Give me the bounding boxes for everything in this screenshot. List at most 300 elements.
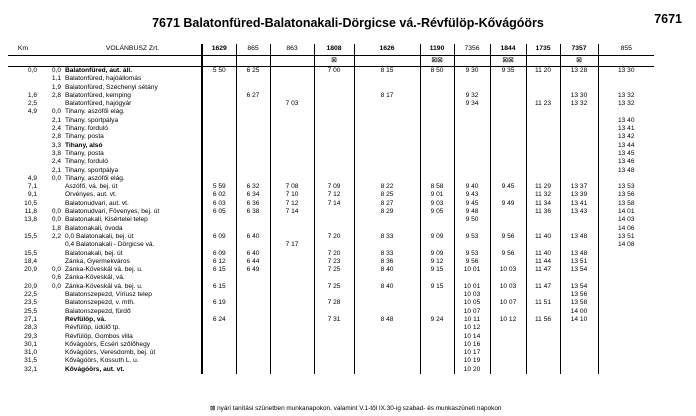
departure-time: 6 27: [236, 92, 270, 100]
station-name: Balatonfüred, aut. áll.: [65, 67, 133, 74]
departure-time: [202, 84, 236, 92]
departure-time: 6 40: [236, 233, 270, 241]
departure-time: [270, 158, 314, 166]
departure-time: 13 41: [560, 200, 598, 208]
station-name: Tihany, aszófői elág.: [65, 108, 125, 116]
train-symbol: [202, 56, 236, 67]
departure-time: [354, 308, 420, 316]
departure-time: [236, 299, 270, 307]
table-row: [8, 158, 654, 166]
departure-time: 10 17: [454, 349, 490, 357]
table-row: [8, 349, 654, 357]
km-main: 1,6: [27, 91, 37, 99]
departure-time: [270, 75, 314, 83]
departure-time: [236, 150, 270, 158]
departure-time: [314, 175, 354, 183]
departure-time: 10 01: [454, 266, 490, 274]
departure-time: [454, 75, 490, 83]
departure-time: 6 12: [202, 258, 236, 266]
departure-time: [202, 349, 236, 357]
station-name: Révfülöp, üdülő tp.: [65, 324, 120, 332]
departure-time: [560, 341, 598, 349]
operator-header: VOLÁNBUSZ Zrt.: [62, 44, 202, 56]
table-row: [8, 324, 654, 332]
departure-time: 7 20: [314, 233, 354, 241]
departure-time: [454, 142, 490, 150]
departure-time: 9 15: [420, 283, 454, 291]
departure-time: [354, 142, 420, 150]
departure-time: 13 48: [598, 167, 654, 175]
departure-time: [560, 108, 598, 116]
departure-time: 7 12: [314, 191, 354, 199]
departure-time: [202, 167, 236, 175]
table-row: [8, 75, 654, 83]
km-branch: [38, 357, 62, 365]
departure-time: [236, 117, 270, 125]
departure-time: [420, 100, 454, 108]
departure-time: [314, 117, 354, 125]
table-row: [8, 208, 654, 216]
departure-time: 11 34: [526, 200, 560, 208]
km-main: [8, 133, 38, 141]
departure-time: 8 50: [420, 67, 454, 76]
departure-time: 7 28: [314, 299, 354, 307]
station-name: Zánka, Gyermekváros: [65, 257, 130, 265]
departure-time: [314, 133, 354, 141]
departure-time: [526, 92, 560, 100]
station-name: Balatonakali, bej. út: [65, 249, 123, 257]
departure-time: 9 45: [454, 200, 490, 208]
departure-time: [490, 84, 526, 92]
table-row: [8, 316, 654, 324]
departure-time: 6 36: [236, 200, 270, 208]
station-name: Révfülöp, Gombos villa: [65, 332, 133, 340]
table-row: [8, 308, 654, 316]
departure-time: 11 23: [526, 100, 560, 108]
departure-time: 9 56: [490, 233, 526, 241]
station-name: Tihany, sportpálya: [65, 166, 119, 174]
departure-time: [202, 175, 236, 183]
departure-time: [236, 84, 270, 92]
departure-time: 13 51: [598, 233, 654, 241]
departure-time: [420, 117, 454, 125]
departure-time: [270, 283, 314, 291]
table-row: [8, 291, 654, 299]
departure-time: [490, 158, 526, 166]
departure-time: [560, 241, 598, 249]
departure-time: [420, 92, 454, 100]
departure-time: [354, 75, 420, 83]
station-name: Zánka-Köveskál vá. bej. u.: [65, 282, 143, 290]
departure-time: 13 45: [598, 150, 654, 158]
departure-time: 9 43: [454, 191, 490, 199]
departure-time: [454, 117, 490, 125]
departure-time: 14 08: [598, 241, 654, 249]
departure-time: [202, 108, 236, 116]
station-name: Balatonszepezd, Víriusz telep: [65, 291, 152, 299]
departure-time: 9 05: [420, 208, 454, 216]
departure-time: [526, 117, 560, 125]
departure-time: 10 03: [454, 291, 490, 299]
departure-time: 10 14: [454, 333, 490, 341]
departure-time: 10 12: [454, 324, 490, 332]
departure-time: [490, 75, 526, 83]
departure-time: [420, 241, 454, 249]
departure-time: [420, 125, 454, 133]
train-number: 7357: [560, 44, 598, 56]
departure-time: 6 38: [236, 208, 270, 216]
departure-time: [236, 241, 270, 249]
departure-time: [236, 333, 270, 341]
departure-time: [270, 274, 314, 282]
km-main: 11,8: [24, 208, 37, 216]
km-branch: [38, 333, 62, 341]
departure-time: [454, 274, 490, 282]
departure-time: 7 31: [314, 316, 354, 324]
km-branch: [38, 200, 62, 208]
departure-time: 9 48: [454, 208, 490, 216]
departure-time: [236, 75, 270, 83]
departure-time: [420, 225, 454, 233]
departure-time: 9 09: [420, 233, 454, 241]
km-branch: [38, 349, 62, 357]
departure-time: [420, 167, 454, 175]
departure-time: [202, 216, 236, 224]
km-branch: 3,8: [51, 149, 61, 157]
km-main: 20,9: [24, 282, 37, 290]
departure-time: [526, 274, 560, 282]
departure-time: [526, 175, 560, 183]
station-name: Balatonszepezd, v. mth.: [65, 299, 135, 307]
departure-time: 6 09: [202, 250, 236, 258]
page-title: 7671 Balatonfüred-Balatonakali-Dörgicse vá.-Révfülöp-Kővágóörs: [152, 16, 544, 30]
table-row: [8, 341, 654, 349]
table-row: [8, 191, 654, 199]
table-row: [8, 108, 654, 116]
departure-time: [490, 191, 526, 199]
departure-time: [202, 150, 236, 158]
departure-time: [526, 158, 560, 166]
departure-time: [560, 167, 598, 175]
departure-time: [560, 150, 598, 158]
station-name: Tihany, sportpálya: [65, 116, 119, 124]
departure-time: [454, 241, 490, 249]
station-name: Tihany, alsó: [65, 141, 103, 149]
departure-time: [270, 258, 314, 266]
departure-time: 9 56: [454, 258, 490, 266]
departure-time: [598, 357, 654, 365]
departure-time: 10 19: [454, 357, 490, 365]
route-number: 7671: [654, 12, 682, 26]
departure-time: [526, 133, 560, 141]
departure-time: [454, 84, 490, 92]
departure-time: 14 01: [598, 208, 654, 216]
km-branch: [38, 308, 62, 316]
departure-time: 9 03: [420, 200, 454, 208]
departure-time: [236, 133, 270, 141]
departure-time: 9 50: [454, 216, 490, 224]
table-row: [8, 117, 654, 125]
departure-time: 6 15: [202, 283, 236, 291]
departure-time: 9 12: [420, 258, 454, 266]
departure-time: 5 59: [202, 183, 236, 191]
departure-time: [236, 100, 270, 108]
departure-time: [420, 324, 454, 332]
departure-time: [560, 357, 598, 365]
departure-time: [314, 324, 354, 332]
departure-time: 11 47: [526, 266, 560, 274]
departure-time: 9 40: [454, 183, 490, 191]
table-row: [8, 92, 654, 100]
km-main: [8, 84, 38, 92]
departure-time: [526, 84, 560, 92]
departure-time: [454, 167, 490, 175]
departure-time: 13 30: [560, 92, 598, 100]
departure-time: 6 40: [236, 250, 270, 258]
departure-time: [314, 167, 354, 175]
departure-time: [202, 117, 236, 125]
departure-time: [526, 366, 560, 374]
departure-time: [202, 133, 236, 141]
departure-time: 6 24: [202, 316, 236, 324]
departure-time: 11 36: [526, 208, 560, 216]
table-row: [8, 133, 654, 141]
train-number: 1844: [490, 44, 526, 56]
departure-time: 9 53: [454, 250, 490, 258]
km-main: [8, 241, 38, 249]
train-number: 1808: [314, 44, 354, 56]
departure-time: [560, 216, 598, 224]
departure-time: [490, 125, 526, 133]
km-branch: [38, 341, 62, 349]
table-row: [8, 333, 654, 341]
km-branch: 0,0: [51, 67, 61, 74]
departure-time: [314, 108, 354, 116]
departure-time: [314, 158, 354, 166]
departure-time: [202, 100, 236, 108]
departure-time: [526, 357, 560, 365]
station-name: Balatonakali, óvoda: [65, 224, 123, 232]
departure-time: [598, 341, 654, 349]
departure-time: 6 25: [236, 67, 270, 76]
table-row: [8, 266, 654, 274]
departure-time: 13 54: [560, 283, 598, 291]
train-number-row: [8, 44, 654, 56]
table-row: [8, 200, 654, 208]
departure-time: [490, 291, 526, 299]
km-main: [8, 274, 38, 282]
station-name: Balatonudvari, aut. vt.: [65, 199, 129, 207]
departure-time: [490, 333, 526, 341]
departure-time: [202, 291, 236, 299]
departure-time: [236, 175, 270, 183]
km-main: 31,0: [24, 349, 37, 357]
departure-time: [270, 150, 314, 158]
departure-time: 13 46: [598, 158, 654, 166]
departure-time: 13 44: [598, 142, 654, 150]
table-row: [8, 67, 654, 76]
train-symbol: ⊠: [560, 56, 598, 67]
departure-time: [270, 366, 314, 374]
departure-time: [560, 133, 598, 141]
departure-time: 13 51: [560, 258, 598, 266]
km-main: 9,1: [27, 191, 37, 199]
departure-time: [598, 274, 654, 282]
departure-time: [236, 283, 270, 291]
station-name: Balatonszepezd, fürdő: [65, 307, 131, 315]
departure-time: [490, 357, 526, 365]
departure-time: [420, 357, 454, 365]
km-main: 4,9: [27, 174, 37, 182]
departure-time: 13 40: [598, 117, 654, 125]
km-branch: 0,6: [51, 274, 61, 282]
station-name: Balatonfüred, hajógyár: [65, 100, 132, 108]
departure-time: [236, 291, 270, 299]
departure-time: [490, 324, 526, 332]
timetable: [8, 44, 654, 374]
train-symbol: [354, 56, 420, 67]
train-number: 863: [270, 44, 314, 56]
departure-time: [598, 299, 654, 307]
km-main: 27,1: [24, 315, 37, 323]
train-symbol: [236, 56, 270, 67]
km-branch: [38, 241, 62, 249]
departure-time: [202, 324, 236, 332]
table-row: [8, 125, 654, 133]
table-row: [8, 175, 654, 183]
station-name: Tihany, aszófői elág.: [65, 174, 125, 182]
departure-time: [598, 333, 654, 341]
departure-time: 9 53: [454, 233, 490, 241]
departure-time: [314, 308, 354, 316]
station-name: Tihany, posta: [65, 133, 104, 141]
km-branch: 2,8: [51, 133, 61, 141]
km-main: 10,5: [24, 199, 37, 207]
departure-time: [202, 366, 236, 374]
departure-time: [270, 117, 314, 125]
km-main: [8, 167, 38, 175]
km-branch: 0,0: [51, 216, 61, 224]
departure-time: [270, 266, 314, 274]
departure-time: [202, 158, 236, 166]
km-branch: 2,4: [51, 158, 61, 166]
departure-time: 13 56: [598, 191, 654, 199]
departure-time: [270, 333, 314, 341]
km-main: 0,0: [27, 67, 37, 74]
departure-time: [202, 225, 236, 233]
departure-time: 11 40: [526, 250, 560, 258]
departure-time: [560, 117, 598, 125]
km-main: [8, 117, 38, 125]
departure-time: [314, 241, 354, 249]
departure-time: [490, 150, 526, 158]
departure-time: [354, 133, 420, 141]
km-branch: 3,3: [51, 141, 61, 149]
departure-time: [314, 84, 354, 92]
symbol-row: [8, 56, 654, 67]
departure-time: [270, 308, 314, 316]
km-branch: 2,8: [51, 91, 61, 99]
departure-time: [270, 299, 314, 307]
departure-time: [270, 316, 314, 324]
departure-time: [526, 324, 560, 332]
departure-time: [270, 233, 314, 241]
departure-time: 8 33: [354, 250, 420, 258]
departure-time: 13 58: [598, 200, 654, 208]
departure-time: [354, 100, 420, 108]
km-main: 15,5: [24, 249, 37, 257]
departure-time: 9 32: [454, 92, 490, 100]
departure-time: [314, 100, 354, 108]
departure-time: 8 29: [354, 208, 420, 216]
train-symbol: ⊠: [314, 56, 354, 67]
departure-time: [236, 216, 270, 224]
departure-time: [490, 133, 526, 141]
station-name: 0,4 Balatonakali - Dörgicse vá.: [65, 241, 155, 249]
departure-time: [454, 158, 490, 166]
departure-time: [354, 175, 420, 183]
km-branch: 1,8: [51, 224, 61, 232]
train-number: 1629: [202, 44, 236, 56]
km-branch: 1,9: [51, 83, 61, 91]
station-name: Tihany, forduló: [65, 125, 108, 133]
departure-time: [598, 84, 654, 92]
departure-time: [202, 125, 236, 133]
table-row: [8, 258, 654, 266]
departure-time: 6 44: [236, 258, 270, 266]
departure-time: [202, 341, 236, 349]
train-number: 1190: [420, 44, 454, 56]
km-main: 20,9: [24, 266, 37, 274]
km-branch: [38, 324, 62, 332]
departure-time: [314, 291, 354, 299]
departure-time: [598, 266, 654, 274]
km-branch: 0,0: [51, 208, 61, 216]
departure-time: 7 25: [314, 266, 354, 274]
departure-time: 8 33: [354, 233, 420, 241]
departure-time: 10 11: [454, 316, 490, 324]
km-branch: [38, 299, 62, 307]
departure-time: [526, 167, 560, 175]
departure-time: [526, 225, 560, 233]
departure-time: [598, 316, 654, 324]
departure-time: 6 05: [202, 208, 236, 216]
departure-time: [314, 92, 354, 100]
departure-time: [490, 175, 526, 183]
departure-time: [354, 108, 420, 116]
km-main: 25,5: [24, 307, 37, 315]
km-branch: 1,1: [51, 75, 61, 83]
km-main: [8, 150, 38, 158]
train-number: 1735: [526, 44, 560, 56]
departure-time: 11 44: [526, 258, 560, 266]
departure-time: [314, 349, 354, 357]
departure-time: [236, 366, 270, 374]
station-name: Révfülöp, vá.: [65, 315, 107, 323]
km-branch: [38, 366, 62, 374]
departure-time: 13 48: [560, 233, 598, 241]
departure-time: [270, 92, 314, 100]
departure-time: [314, 142, 354, 150]
departure-time: [490, 117, 526, 125]
departure-time: [490, 341, 526, 349]
departure-time: 9 01: [420, 191, 454, 199]
departure-time: 8 40: [354, 266, 420, 274]
departure-time: [490, 274, 526, 282]
departure-time: [526, 241, 560, 249]
departure-time: [314, 75, 354, 83]
departure-time: [236, 158, 270, 166]
